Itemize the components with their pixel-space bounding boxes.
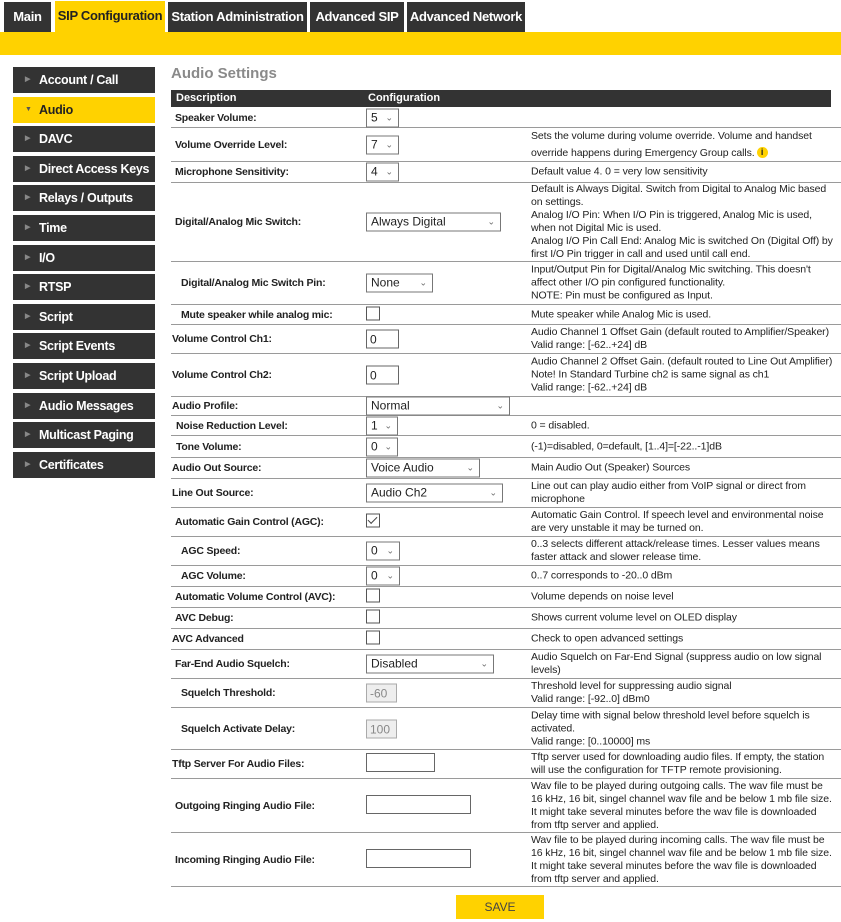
row-volume-control-ch1: Volume Control Ch1: 0 Audio Channel 1 Offset Gain (default routed to Amplifier/Speaker) Valid range: [-62..+24] dB <box>171 325 841 354</box>
row-audio-out-source: Audio Out Source: Voice Audio ⌄ Main Audio Out (Speaker) Sources <box>171 458 841 479</box>
tab-advanced-sip[interactable]: Advanced SIP <box>310 2 404 32</box>
chevron-right-icon: ▶ <box>25 194 31 202</box>
squelch-activate-delay-input[interactable]: 100 <box>366 719 397 738</box>
sidebar-item-audio-messages[interactable]: ▶ Audio Messages <box>13 393 155 419</box>
chevron-down-icon: ⌄ <box>384 441 392 451</box>
row-incoming-ringing-file: Incoming Ringing Audio File: Wav file to be played during incoming calls. The wav file must be 16 kHz, 16 bit, singel channel wav file and be below 1 mb file size. It might take several minutes before the wav file is downloaded from tftp server and applied. <box>171 833 841 887</box>
row-agc-volume: AGC Volume: 0 ⌄ 0..7 corresponds to -20..0 dBm <box>171 566 841 587</box>
chevron-right-icon: ▶ <box>25 135 31 143</box>
audio-profile-select[interactable]: Normal ⌄ <box>366 397 510 416</box>
row-squelch-activate-delay: Squelch Activate Delay: 100 Delay time with signal below threshold level before squelch is activated. Valid range: [0..10000] ms <box>171 708 841 750</box>
row-far-end-squelch: Far-End Audio Squelch: Disabled ⌄ Audio Squelch on Far-End Signal (suppress audio on low signal levels) <box>171 650 841 679</box>
chevron-down-icon: ⌄ <box>384 420 392 430</box>
chevron-right-icon: ▶ <box>25 312 31 320</box>
row-volume-control-ch2: Volume Control Ch2: 0 Audio Channel 2 Offset Gain. (default routed to Line Out Amplifier) Note! In Standard Turbine ch2 is same signal as ch1 Valid range: [-62..+24] dB <box>171 354 841 397</box>
chevron-right-icon: ▶ <box>25 283 31 291</box>
squelch-threshold-input[interactable]: -60 <box>366 684 397 703</box>
sidebar-item-multicast-paging[interactable]: ▶ Multicast Paging <box>13 422 155 448</box>
row-outgoing-ringing-file: Outgoing Ringing Audio File: Wav file to be played during outgoing calls. The wav file must be 16 kHz, 16 bit, singel channel wav file and be below 1 mb file size. It might take several minutes before the wav file is downloaded from tftp server and applied. <box>171 779 841 833</box>
tab-advanced-network[interactable]: Advanced Network <box>407 2 525 32</box>
column-header-description: Description <box>176 92 237 104</box>
chevron-down-icon: ⌄ <box>480 658 488 669</box>
chevron-right-icon: ▶ <box>25 401 31 409</box>
agc-checkbox[interactable] <box>366 514 380 528</box>
row-audio-profile: Audio Profile: Normal ⌄ <box>171 397 841 416</box>
tab-main[interactable]: Main <box>4 2 51 32</box>
avc-debug-checkbox[interactable] <box>366 610 380 624</box>
row-mute-speaker: Mute speaker while analog mic: Mute speaker while Analog Mic is used. <box>171 305 841 325</box>
sidebar-item-account-call[interactable]: ▶ Account / Call <box>13 67 155 93</box>
row-tftp-server: Tftp Server For Audio Files: Tftp server used for downloading audio files. If empty, the station will use the configuration for TFTP remote provisioning. <box>171 750 841 779</box>
audio-out-source-select[interactable]: Voice Audio ⌄ <box>366 459 480 478</box>
chevron-right-icon: ▶ <box>25 223 31 231</box>
chevron-right-icon: ▶ <box>25 371 31 379</box>
chevron-down-icon: ⌄ <box>419 277 427 288</box>
far-end-squelch-select[interactable]: Disabled ⌄ <box>366 655 494 674</box>
chevron-right-icon: ▶ <box>25 164 31 172</box>
sidebar-item-direct-access-keys[interactable]: ▶ Direct Access Keys <box>13 156 155 182</box>
accent-bar <box>0 32 841 55</box>
row-mic-switch-pin: Digital/Analog Mic Switch Pin: None ⌄ Input/Output Pin for Digital/Analog Mic switching. This doesn't affect other I/O pin configured functionality. NOTE: Pin must be configured as Input. <box>171 262 841 305</box>
top-navigation <box>0 0 841 32</box>
table-header <box>171 90 831 107</box>
sidebar-item-relays-outputs[interactable]: ▶ Relays / Outputs <box>13 185 155 211</box>
info-icon[interactable]: i <box>757 147 768 158</box>
row-avc-advanced: AVC Advanced Check to open advanced settings <box>171 629 841 650</box>
mute-speaker-checkbox[interactable] <box>366 306 380 320</box>
row-agc: Automatic Gain Control (AGC): Automatic Gain Control. If speech level and environmental noise are very unstable it may be turned on. <box>171 508 841 537</box>
row-microphone-sensitivity: Microphone Sensitivity: 4 ⌄ Default value 4. 0 = very low sensitivity <box>171 162 841 183</box>
row-noise-reduction-level: Noise Reduction Level: 1 ⌄ 0 = disabled. <box>171 416 841 436</box>
chevron-right-icon: ▶ <box>25 76 31 83</box>
speaker-volume-select[interactable]: 5 ⌄ <box>366 108 399 127</box>
outgoing-ringing-file-input[interactable] <box>366 795 471 814</box>
chevron-right-icon: ▶ <box>25 342 31 350</box>
row-digital-analog-mic-switch: Digital/Analog Mic Switch: Always Digital ⌄ Default is Always Digital. Switch from Digital to Analog Mic based on settings. Analog I/O Pin: When I/O Pin is triggered, Analog Mic is used, when not Digital Mic is used. Analog I/O Pin Call End: Analog Mic is switched On (Digital Off) by first I/O Pin trigger in call and used until call end. <box>171 183 841 262</box>
sidebar-item-certificates[interactable]: ▶ Certificates <box>13 452 155 478</box>
incoming-ringing-file-input[interactable] <box>366 849 471 868</box>
save-button[interactable]: SAVE <box>456 895 544 919</box>
sidebar-item-audio[interactable]: ▼ Audio <box>13 97 155 123</box>
row-speaker-volume: Speaker Volume: 5 ⌄ <box>171 108 841 128</box>
chevron-down-icon: ⌄ <box>466 462 474 473</box>
chevron-right-icon: ▶ <box>25 460 31 468</box>
chevron-down-icon: ⌄ <box>385 166 393 177</box>
row-squelch-threshold: Squelch Threshold: -60 Threshold level for suppressing audio signal Valid range: [-92..0] dBm0 <box>171 679 841 708</box>
agc-volume-select[interactable]: 0 ⌄ <box>366 567 400 586</box>
chevron-down-icon: ⌄ <box>496 400 504 411</box>
row-line-out-source: Line Out Source: Audio Ch2 ⌄ Line out can play audio either from VoIP signal or direct from microphone <box>171 479 841 508</box>
tab-station-administration[interactable]: Station Administration <box>168 2 307 32</box>
sidebar-item-rtsp[interactable]: ▶ RTSP <box>13 274 155 300</box>
volume-override-description: Sets the volume during volume override. Volume and handset override happens during Emergency Group calls. <box>531 129 812 159</box>
chevron-down-icon: ⌄ <box>386 545 394 556</box>
agc-speed-select[interactable]: 0 ⌄ <box>366 542 400 561</box>
row-agc-speed: AGC Speed: 0 ⌄ 0..3 selects different attack/release times. Lesser values means faster attack and slower release time. <box>171 537 841 566</box>
volume-control-ch2-input[interactable]: 0 <box>366 366 399 385</box>
tftp-server-input[interactable] <box>366 753 435 772</box>
noise-reduction-level-select[interactable]: 1 ⌄ <box>366 416 398 435</box>
digital-analog-mic-switch-select[interactable]: Always Digital ⌄ <box>366 213 501 232</box>
chevron-right-icon: ▶ <box>25 253 31 261</box>
sidebar <box>13 67 155 481</box>
row-tone-volume: Tone Volume: 0 ⌄ (-1)=disabled, 0=default, [1..4]=[-22..-1]dB <box>171 436 841 458</box>
microphone-sensitivity-select[interactable]: 4 ⌄ <box>366 163 399 182</box>
tab-sip-configuration[interactable]: SIP Configuration <box>55 1 165 32</box>
avc-checkbox[interactable] <box>366 589 380 603</box>
chevron-right-icon: ▶ <box>25 431 31 439</box>
sidebar-item-davc[interactable]: ▶ DAVC <box>13 126 155 152</box>
column-header-configuration: Configuration <box>368 92 441 104</box>
page-title: Audio Settings <box>171 65 277 82</box>
sidebar-item-script-events[interactable]: ▶ Script Events <box>13 333 155 359</box>
chevron-down-icon: ⌄ <box>487 216 495 227</box>
sidebar-item-io[interactable]: ▶ I/O <box>13 245 155 271</box>
avc-advanced-checkbox[interactable] <box>366 631 380 645</box>
sidebar-item-script[interactable]: ▶ Script <box>13 304 155 330</box>
chevron-down-icon: ⌄ <box>386 570 394 581</box>
chevron-down-icon: ▼ <box>25 105 32 113</box>
tone-volume-select[interactable]: 0 ⌄ <box>366 437 398 456</box>
chevron-down-icon: ⌄ <box>385 139 393 149</box>
row-volume-override-level: Volume Override Level: 7 ⌄ Sets the volume during volume override. Volume and handset override happens during Emergency Group calls. i <box>171 128 841 162</box>
row-avc: Automatic Volume Control (AVC): Volume depends on noise level <box>171 587 841 608</box>
chevron-down-icon: ⌄ <box>489 487 497 498</box>
sidebar-item-time[interactable]: ▶ Time <box>13 215 155 241</box>
row-avc-debug: AVC Debug: Shows current volume level on OLED display <box>171 608 841 629</box>
mic-switch-pin-select[interactable]: None ⌄ <box>366 274 433 293</box>
line-out-source-select[interactable]: Audio Ch2 ⌄ <box>366 484 503 503</box>
sidebar-item-script-upload[interactable]: ▶ Script Upload <box>13 363 155 389</box>
volume-override-level-select[interactable]: 7 ⌄ <box>366 135 399 154</box>
chevron-down-icon: ⌄ <box>385 112 393 122</box>
volume-control-ch1-input[interactable]: 0 <box>366 330 399 349</box>
